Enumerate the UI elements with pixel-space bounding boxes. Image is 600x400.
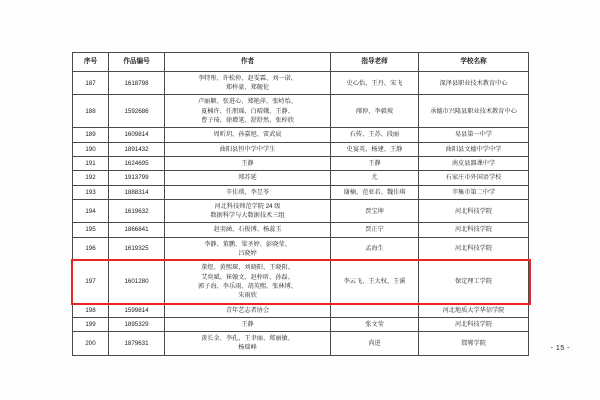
table-row <box>73 185 529 199</box>
cell-school-line: 承德市兴隆县职业技术教育中心 <box>430 107 517 115</box>
cell-teacher <box>331 95 419 128</box>
cell-serial-number: 189 <box>73 128 109 142</box>
cell-work-code: 1624695 <box>109 156 165 170</box>
cell-authors <box>165 95 331 128</box>
cell-work-code: 1618798 <box>109 71 165 95</box>
cell-school <box>419 156 529 170</box>
cell-authors <box>165 199 331 223</box>
cell-serial-number: 197 <box>73 261 109 303</box>
cell-authors-line: 吕晓婷 <box>238 250 257 258</box>
column-header-teacher: 指导老师 <box>331 53 419 72</box>
cell-school <box>419 223 529 237</box>
cell-authors <box>165 237 331 261</box>
cell-authors-line: 董煜、黄熙琛、刘晓阳、王晓阳、 <box>201 264 294 272</box>
cell-authors-line: 艾奕斌、崔翰文、赵梓昕、孙磊、 <box>201 273 294 281</box>
cell-school <box>419 142 529 156</box>
column-header-no: 序号 <box>73 53 109 72</box>
cell-teacher <box>331 237 419 261</box>
cell-school-line: 河北科技学院 <box>454 320 493 328</box>
cell-authors-line: 李特彤、许松仲、赵雯霖、刘一诺、 <box>198 74 297 82</box>
cell-authors <box>165 171 331 185</box>
table-row <box>73 317 529 331</box>
cell-serial-number: 198 <box>73 303 109 317</box>
cell-serial-number: 199 <box>73 317 109 331</box>
cell-authors-line: 郭子海、李乐雨、胡英熙、张林博、 <box>198 282 297 290</box>
cell-authors-line: 曲阳县恒中学中学生 <box>219 145 276 153</box>
cell-authors-line: 青年艺志者协会 <box>225 306 270 314</box>
table-row <box>73 332 529 356</box>
table-container <box>72 52 528 356</box>
table-row <box>73 237 529 261</box>
cell-teacher-line: 史宴英、杨建、王静 <box>346 145 403 153</box>
table-row <box>73 71 529 95</box>
cell-authors-line: 朱雨欣 <box>238 292 257 300</box>
cell-school-line: 曲阳县文德中学中学 <box>445 145 502 153</box>
cell-school <box>419 71 529 95</box>
cell-teacher <box>331 71 419 95</box>
cell-authors <box>165 185 331 199</box>
cell-school-line: 河北科技学院 <box>454 207 493 215</box>
cell-teacher-line: 王静 <box>368 159 381 167</box>
cell-serial-number: 193 <box>73 185 109 199</box>
table-row <box>73 95 529 128</box>
cell-teacher <box>331 171 419 185</box>
cell-school-line: 保定理工学院 <box>454 278 493 286</box>
table-body <box>73 71 529 355</box>
cell-work-code: 1619325 <box>109 237 165 261</box>
cell-authors <box>165 156 331 170</box>
cell-teacher-line: 孟海生 <box>365 245 384 253</box>
cell-teacher-line: 张文莹 <box>365 320 384 328</box>
cell-teacher-line: 尚进 <box>368 339 381 347</box>
cell-teacher-line: 石传、王苏、段丽 <box>349 131 400 139</box>
cell-teacher <box>331 185 419 199</box>
cell-school <box>419 171 529 185</box>
table-row <box>73 199 529 223</box>
cell-serial-number: 191 <box>73 156 109 170</box>
cell-teacher <box>331 156 419 170</box>
cell-work-code: 1891432 <box>109 142 165 156</box>
cell-teacher-line: 尤 <box>371 174 378 182</box>
cell-work-code: 1601280 <box>109 261 165 303</box>
cell-work-code: 1913799 <box>109 171 165 185</box>
cell-serial-number: 200 <box>73 332 109 356</box>
cell-serial-number: 196 <box>73 237 109 261</box>
cell-teacher-line: 史心怡、王丹、宋飞 <box>346 79 403 87</box>
cell-serial-number: 192 <box>73 171 109 185</box>
page-number: - 15 - <box>550 345 570 352</box>
cell-teacher <box>331 128 419 142</box>
cell-school-line: 辛集市第二中学 <box>451 188 496 196</box>
column-header-code: 作品编号 <box>109 53 165 72</box>
cell-authors-line: 河北科技师范学院 24 级 <box>214 202 281 210</box>
cell-school <box>419 303 529 317</box>
award-table <box>72 52 529 356</box>
table-row <box>73 128 529 142</box>
cell-school <box>419 261 529 303</box>
cell-school-line: 深泽县职业技术教育中心 <box>439 79 508 87</box>
cell-authors <box>165 128 331 142</box>
cell-serial-number: 190 <box>73 142 109 156</box>
cell-authors <box>165 71 331 95</box>
cell-teacher-line: 贾正宁 <box>365 226 384 234</box>
cell-school-line: 河北科技学院 <box>454 226 493 234</box>
cell-authors-line: 王静 <box>241 320 254 328</box>
cell-work-code: 1619632 <box>109 199 165 223</box>
cell-authors <box>165 332 331 356</box>
table-row <box>73 303 529 317</box>
table-row <box>73 156 529 170</box>
cell-teacher-line: 贾宝坤 <box>365 207 384 215</box>
cell-authors-line: 辛佳瑛、李昱苓 <box>225 188 270 196</box>
cell-authors-line: 郑苏延 <box>238 174 257 182</box>
cell-teacher-line: 谢楠、范亚若、魏佳琪 <box>343 188 406 196</box>
cell-teacher <box>331 332 419 356</box>
cell-school-line: 易县第一中学 <box>454 131 493 139</box>
cell-authors <box>165 261 331 303</box>
cell-authors <box>165 317 331 331</box>
cell-authors <box>165 142 331 156</box>
cell-teacher <box>331 199 419 223</box>
table-row <box>73 142 529 156</box>
cell-authors-line: 曹子琦、徐增笔、舒舒然、张梓欣 <box>201 117 294 125</box>
cell-teacher <box>331 261 419 303</box>
cell-authors-line: 杨瑞峰 <box>238 344 257 352</box>
cell-serial-number: 188 <box>73 95 109 128</box>
cell-school <box>419 128 529 142</box>
cell-teacher <box>331 142 419 156</box>
cell-school <box>419 185 529 199</box>
cell-teacher <box>331 223 419 237</box>
cell-authors-line: 卢丽颖、张进心、郑艳萍、张峙怡、 <box>198 98 297 106</box>
cell-school-line: 河北地质大学华信学院 <box>442 306 505 314</box>
column-header-school: 学校名称 <box>419 53 529 72</box>
cell-serial-number: 187 <box>73 71 109 95</box>
cell-work-code: 1895329 <box>109 317 165 331</box>
cell-authors <box>165 223 331 237</box>
table-row <box>73 261 529 303</box>
cell-teacher <box>331 317 419 331</box>
cell-authors-line: 数据科学与大数据技术三组 <box>210 212 285 220</box>
cell-work-code: 1599814 <box>109 303 165 317</box>
cell-school <box>419 95 529 128</box>
table-row <box>73 223 529 237</box>
cell-authors-line: 黄长金、李孔、王聿丽、郑丽敏、 <box>201 335 294 343</box>
cell-authors-line: 赵羽涵、石俊博、杨蕊玉 <box>213 226 282 234</box>
cell-school <box>419 332 529 356</box>
cell-school-line: 邯郸学院 <box>461 339 486 347</box>
cell-authors <box>165 303 331 317</box>
cell-serial-number: 194 <box>73 199 109 223</box>
table-row <box>73 171 529 185</box>
cell-work-code: 1879631 <box>109 332 165 356</box>
cell-school-line: 石家庄市外国语学校 <box>445 174 502 182</box>
cell-work-code: 1592686 <box>109 95 165 128</box>
cell-authors-line: 王静 <box>241 159 254 167</box>
cell-teacher <box>331 303 419 317</box>
cell-school-line: 河北科技学院 <box>454 245 493 253</box>
column-header-authors: 作者 <box>165 53 331 72</box>
cell-school <box>419 237 529 261</box>
cell-school-line: 南皮县器课中学 <box>451 159 496 167</box>
cell-authors-line: 周昕玥、孙嘉旭、雷武宸 <box>213 131 282 139</box>
cell-work-code: 1609814 <box>109 128 165 142</box>
cell-school <box>419 199 529 223</box>
cell-school <box>419 317 529 331</box>
cell-work-code: 1866841 <box>109 223 165 237</box>
cell-authors-line: 夏楠许、任朋瑶、白晴娥、王静、 <box>201 107 294 115</box>
cell-teacher-line: 邴仲、李毅坡 <box>355 107 394 115</box>
cell-authors-line: 郑梓豪、郑舰伦 <box>225 84 270 92</box>
cell-serial-number: 195 <box>73 223 109 237</box>
table-header <box>73 53 529 72</box>
cell-authors-line: 李静、董鹏、梁圣婷、彭晓莹、 <box>204 240 291 248</box>
cell-teacher-line: 李云飞、王大权、王溪 <box>343 278 406 286</box>
table-header-row <box>73 53 529 72</box>
cell-work-code: 1888314 <box>109 185 165 199</box>
